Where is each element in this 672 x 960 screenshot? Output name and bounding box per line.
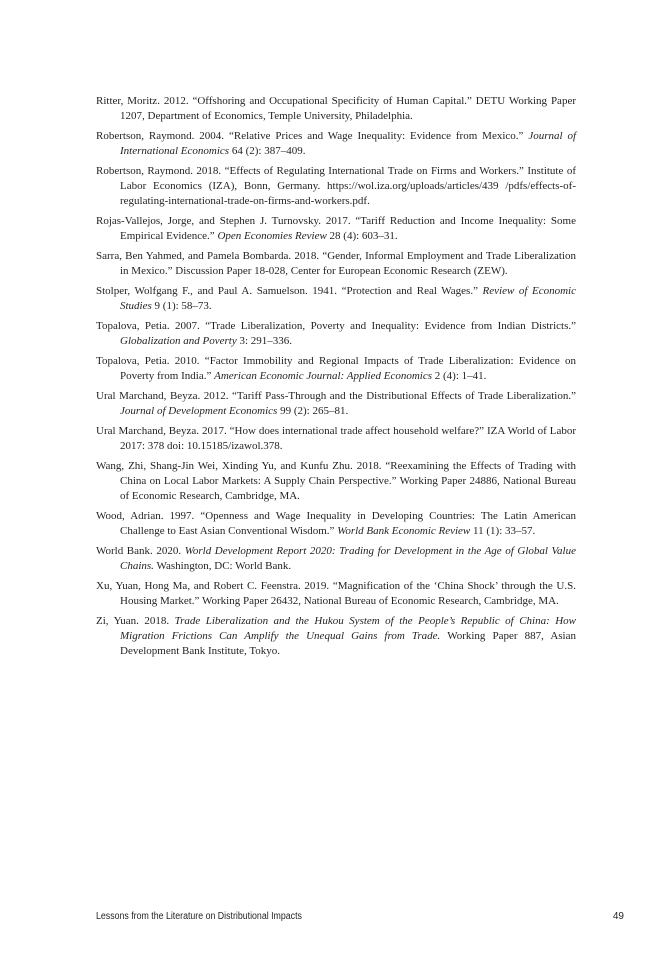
reference-text: 99 (2): 265–81.	[277, 405, 349, 417]
reference-text: Zi, Yuan. 2018.	[96, 615, 175, 627]
reference-italic-title: American Economic Journal: Applied Economics	[214, 370, 433, 382]
reference-text: Ural Marchand, Beyza. 2012. “Tariff Pass-Through and the Distributional Effects of Trade Liberalization.”	[96, 390, 576, 402]
reference-text: Topalova, Petia. 2010. “Factor Immobility and Regional Impacts of Trade Liberalization: Evidence on Poverty from India.”	[96, 355, 576, 382]
reference-text: 28 (4): 603–31.	[326, 230, 398, 242]
reference-italic-title: Open Economies Review	[217, 230, 327, 242]
reference-text: Stolper, Wolfgang F., and Paul A. Samuelson. 1941. “Protection and Real Wages.”	[96, 285, 483, 297]
reference-text: 64 (2): 387–409.	[229, 145, 306, 157]
reference-text: 2 (4): 1–41.	[432, 370, 487, 382]
reference-text: Ritter, Moritz. 2012. “Offshoring and Occupational Specificity of Human Capital.” DETU Working Paper 1207, Department of Economics, Temple University, Philadelphia.	[96, 95, 576, 122]
page-footer	[96, 911, 624, 922]
reference-text: Ural Marchand, Beyza. 2017. “How does international trade affect household welfare?” IZA World of Labor 2017: 378 doi: 10.15185/izawol.378.	[96, 425, 576, 452]
reference-text: Topalova, Petia. 2007. “Trade Liberalization, Poverty and Inequality: Evidence from Indian Districts.”	[96, 320, 576, 332]
reference-italic-title: Trade Liberalization and the Hukou System of the People’s Republic of China: How Migration Frictions Can Amplify the Unequal Gains from Trade.	[120, 615, 576, 642]
reference-italic-title: World Bank Economic Review	[337, 525, 471, 537]
reference-text: 11 (1): 33–57.	[470, 525, 536, 537]
reference-entry	[96, 94, 576, 124]
reference-text: Sarra, Ben Yahmed, and Pamela Bombarda. 2018. “Gender, Informal Employment and Trade Liberalization in Mexico.” Discussion Paper 18-028, Center for European Economic Research (ZEW).	[96, 250, 576, 277]
reference-text: World Bank. 2020.	[96, 545, 185, 557]
reference-entry	[96, 249, 576, 279]
reference-text: Washington, DC: World Bank.	[153, 560, 292, 572]
reference-text: Wang, Zhi, Shang-Jin Wei, Xinding Yu, and Kunfu Zhu. 2018. “Reexamining the Effects of Trading with China on Local Labor Markets: A Supply Chain Perspective.” Working Paper 24886, National Bureau of Economic Research, Cambridge, MA.	[96, 460, 576, 502]
reference-text: Robertson, Raymond. 2018. “Effects of Regulating International Trade on Firms and Workers.” Institute of Labor Economics (IZA), Bonn, Germany. https://wol.iza.org/uploads/articles/439 /pdfs/effects-of-regulating-international-trade-on-firms-and-workers.pdf.	[96, 165, 576, 207]
reference-italic-title: World Development Report 2020: Trading for Development in the Age of Global Value Chains.	[120, 545, 576, 572]
reference-entry	[96, 614, 576, 659]
reference-italic-title: Globalization and Poverty	[120, 335, 237, 347]
reference-entry	[96, 354, 576, 384]
footer-title: Lessons from the Literature on Distributional Impacts	[96, 911, 302, 922]
reference-text: Xu, Yuan, Hong Ma, and Robert C. Feenstra. 2019. “Magnification of the ‘China Shock’ through the U.S. Housing Market.” Working Paper 26432, National Bureau of Economic Research, Cambridge, MA.	[96, 580, 576, 607]
reference-list	[96, 94, 576, 664]
reference-entry	[96, 579, 576, 609]
reference-italic-title: Journal of International Economics	[120, 130, 576, 157]
reference-entry	[96, 424, 576, 454]
reference-entry	[96, 164, 576, 209]
reference-text: Rojas-Vallejos, Jorge, and Stephen J. Turnovsky. 2017. “Tariff Reduction and Income Inequality: Some Empirical Evidence.”	[96, 215, 576, 242]
reference-text: Robertson, Raymond. 2004. “Relative Prices and Wage Inequality: Evidence from Mexico.”	[96, 130, 529, 142]
reference-entry	[96, 389, 576, 419]
reference-entry	[96, 509, 576, 539]
reference-entry	[96, 544, 576, 574]
reference-text: Working Paper 887, Asian Development Bank Institute, Tokyo.	[120, 630, 576, 657]
reference-entry	[96, 129, 576, 159]
page-number: 49	[612, 911, 624, 922]
reference-italic-title: Review of Economic Studies	[120, 285, 576, 312]
reference-entry	[96, 459, 576, 504]
reference-text: 3: 291–336.	[236, 335, 293, 347]
reference-entry	[96, 214, 576, 244]
reference-text: Wood, Adrian. 1997. “Openness and Wage Inequality in Developing Countries: The Latin American Challenge to East Asian Conventional Wisdom.”	[96, 510, 576, 537]
reference-entry	[96, 284, 576, 314]
reference-text: 9 (1): 58–73.	[151, 300, 212, 312]
reference-italic-title: Journal of Development Economics	[120, 405, 278, 417]
reference-entry	[96, 319, 576, 349]
